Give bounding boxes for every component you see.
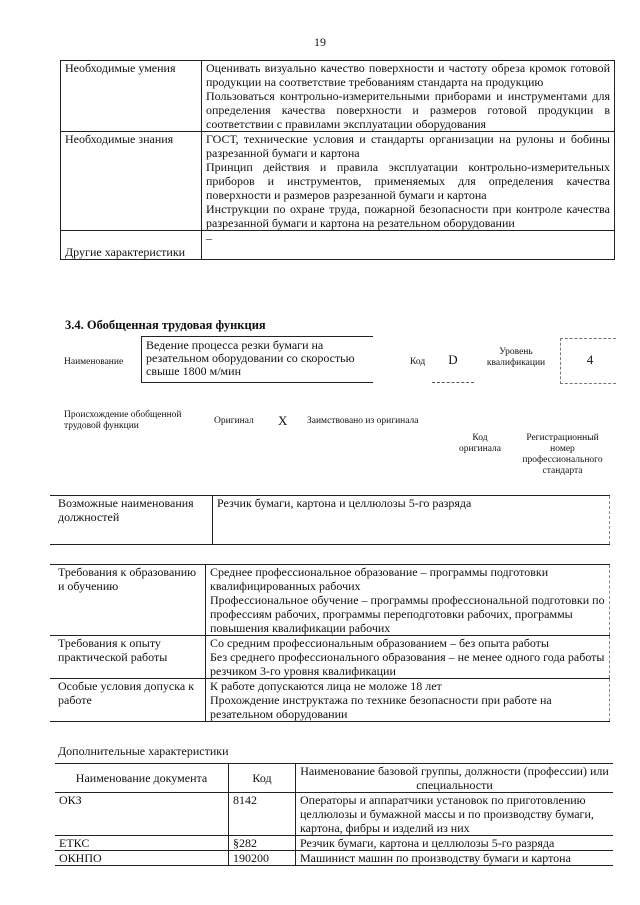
section-title: 3.4. Обобщенная трудовая функция [65, 318, 266, 332]
list-item: Без среднего профессионального образования – не менее одного года работы резчиком 3-го уровня квалификации [210, 650, 605, 678]
table-header-row [55, 764, 613, 793]
list-item: – [206, 231, 212, 245]
page-number: 19 [314, 35, 326, 49]
table-row [55, 851, 613, 866]
list-item: Среднее профессиональное образование – программы подготовки квалифицированных рабочих [210, 565, 549, 593]
table-row [50, 679, 610, 722]
table-row [50, 636, 610, 679]
origin-mark: X [278, 413, 288, 428]
column-header: Код [229, 764, 296, 793]
row-content [202, 61, 615, 132]
table-cell: Резчик бумаги, картона и целлюлозы 5-го разряда [296, 836, 614, 851]
table-row [61, 61, 615, 132]
list-item: К работе допускаются лица не моложе 18 лет [210, 679, 442, 693]
row-label: Другие характеристики [61, 231, 202, 260]
table-cell: §282 [229, 836, 296, 851]
code-label: Код [410, 357, 426, 367]
table-row [50, 496, 610, 545]
code-value: D [432, 352, 474, 383]
row-content [206, 636, 610, 679]
row-content [202, 132, 615, 231]
list-item: Оценивать визуально качество поверхности и частоту обреза кромок готовой продукции на соответствие требованиям стандарта на продукцию [206, 61, 610, 89]
level-label: Уровень квалификации [486, 347, 546, 368]
row-content: Резчик бумаги, картона и целлюлозы 5-го разряда [213, 496, 610, 545]
table-cell: 8142 [229, 793, 296, 836]
list-item: Инструкции по охране труда, пожарной безопасности при контроле качества разрезанной бумаги и картона на резательном оборудовании [206, 202, 610, 230]
table-cell: Операторы и аппаратчики установок по приготовлению целлюлозы и бумажной массы и по производству бумаги, картона, фибры и изделий из них [296, 793, 614, 836]
column-header: Наименование базовой группы, должности (профессии) или специальности [296, 764, 614, 793]
list-item: Со средним профессиональным образованием – без опыта работы [210, 636, 549, 650]
row-content [206, 679, 610, 722]
row-label: Возможные наименования должностей [50, 496, 213, 545]
table-cell: 190200 [229, 851, 296, 866]
table-cell: Машинист машин по производству бумаги и картона [296, 851, 614, 866]
table-row [61, 231, 615, 260]
list-item: Пользоваться контрольно-измерительными приборами и инструментами для определения качества поверхности и размеров готовой продукции в соответствии с правилами эксплуатации оборудования [206, 89, 610, 131]
row-label: Необходимые умения [61, 61, 202, 132]
reg-number-label: Регистрационный номер профессионального стандарта [522, 433, 603, 476]
table-row [61, 132, 615, 231]
positions-table [50, 495, 610, 545]
table-row [55, 836, 613, 851]
origin-borrowed: Заимствовано из оригинала [307, 416, 419, 426]
table-cell: ОКЗ [55, 793, 229, 836]
list-item: ГОСТ, технические условия и стандарты организации на рулоны и бобины разрезанной бумаги и картона [206, 132, 610, 160]
table-row [55, 793, 613, 836]
list-item: Принцип действия и правила эксплуатации контрольно-измерительных приборов и инструментов, применяемых для определения качества поверхности и размеров разрезанной бумаги и картона [206, 160, 610, 202]
table-row [50, 565, 610, 636]
row-content [202, 231, 615, 260]
naming-value: Ведение процесса резки бумаги на резательном оборудовании со скоростью свыше 1800 м/мин [141, 336, 373, 383]
classification-table [55, 763, 613, 866]
level-value: 4 [586, 352, 594, 367]
naming-label: Наименование [64, 357, 124, 367]
row-label: Требования к опыту практической работы [50, 636, 206, 679]
table-cell: ОКНПО [55, 851, 229, 866]
table-cell: ЕТКС [55, 836, 229, 851]
origin-original: Оригинал [214, 416, 254, 426]
list-item: Прохождение инструктажа по технике безопасности при работе на резательном оборудовании [210, 693, 552, 721]
skills-knowledge-table [60, 60, 615, 260]
additional-title: Дополнительные характеристики [58, 744, 229, 758]
origin-label: Происхождение обобщенной трудовой функции [64, 410, 182, 431]
column-header: Наименование документа [55, 764, 229, 793]
row-content [206, 565, 610, 636]
row-label: Необходимые знания [61, 132, 202, 231]
list-item: Профессиональное обучение – программы профессиональной подготовки по профессиям рабочих, программы переподготовки рабочих, программы повышения квалификации рабочих [210, 593, 605, 635]
row-label: Особые условия допуска к работе [50, 679, 206, 722]
row-label: Требования к образованию и обучению [50, 565, 206, 636]
requirements-table [50, 564, 610, 722]
code-original-label: Код оригинала [459, 433, 501, 454]
